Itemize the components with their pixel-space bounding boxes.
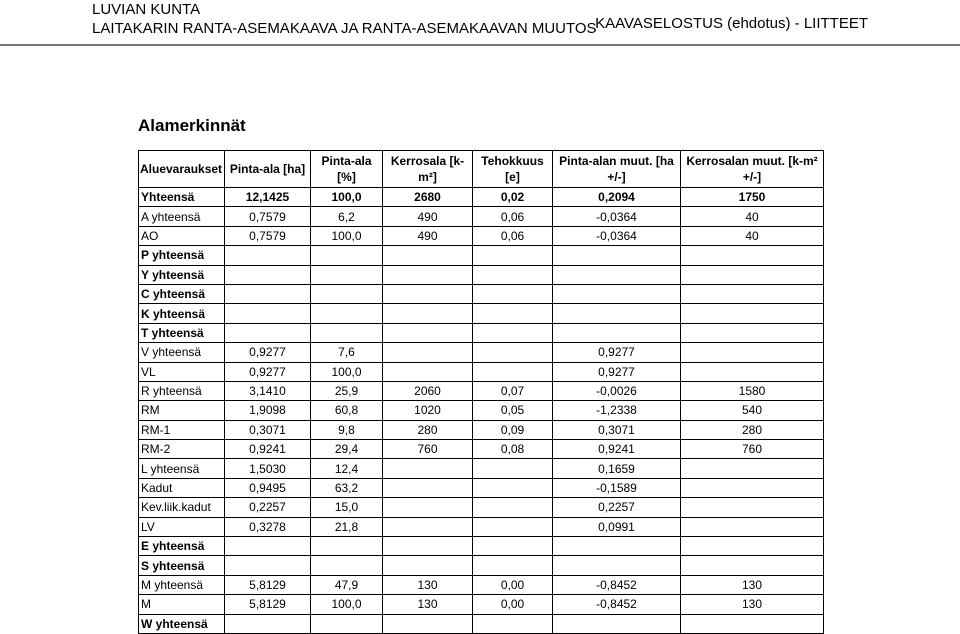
table-cell: 1020 — [383, 401, 473, 420]
table-cell — [681, 459, 824, 478]
table-cell — [383, 362, 473, 381]
table-cell — [553, 246, 681, 265]
table-cell: 100,0 — [311, 226, 383, 245]
table-cell — [225, 284, 311, 303]
table-cell: -1,2338 — [553, 401, 681, 420]
table-body — [139, 188, 824, 634]
table-cell — [681, 304, 824, 323]
table-row — [139, 284, 824, 303]
table-row — [139, 401, 824, 420]
table-row — [139, 440, 824, 459]
table-cell — [311, 246, 383, 265]
table-cell — [225, 304, 311, 323]
table-cell: -0,8452 — [553, 595, 681, 614]
table-cell — [383, 556, 473, 575]
table-cell: 0,7579 — [225, 226, 311, 245]
table-cell: 12,1425 — [225, 188, 311, 207]
table-cell: 0,7579 — [225, 207, 311, 226]
table-cell: 0,9241 — [225, 440, 311, 459]
row-label: LV — [139, 517, 225, 536]
table-row — [139, 226, 824, 245]
table-cell: 15,0 — [311, 498, 383, 517]
table-cell: 100,0 — [311, 188, 383, 207]
table-row — [139, 381, 824, 400]
land-use-table — [138, 150, 824, 634]
table-row — [139, 595, 824, 614]
table-cell — [383, 265, 473, 284]
table-cell — [311, 323, 383, 342]
table-cell: 1580 — [681, 381, 824, 400]
table-cell: 2680 — [383, 188, 473, 207]
row-label: M — [139, 595, 225, 614]
table-cell: 29,4 — [311, 440, 383, 459]
table-cell — [473, 246, 553, 265]
table-cell: 760 — [681, 440, 824, 459]
row-label: Kev.liik.kadut — [139, 498, 225, 517]
table-row — [139, 459, 824, 478]
table-cell: 0,09 — [473, 420, 553, 439]
table-row — [139, 362, 824, 381]
table-cell — [553, 537, 681, 556]
table-cell — [473, 556, 553, 575]
table-cell: 21,8 — [311, 517, 383, 536]
table-cell — [681, 537, 824, 556]
column-header: Pinta-alan muut. [ha +/-] — [553, 151, 681, 188]
table-row — [139, 207, 824, 226]
table-cell: 100,0 — [311, 362, 383, 381]
column-header: Pinta-ala [ha] — [225, 151, 311, 188]
table-cell — [681, 498, 824, 517]
row-label: Y yhteensä — [139, 265, 225, 284]
row-label: T yhteensä — [139, 323, 225, 342]
table-cell: 1750 — [681, 188, 824, 207]
table-cell: 0,2094 — [553, 188, 681, 207]
header-divider — [0, 44, 960, 46]
table-cell: 130 — [681, 595, 824, 614]
row-label: A yhteensä — [139, 207, 225, 226]
table-cell — [383, 537, 473, 556]
table-cell — [473, 537, 553, 556]
row-label: R yhteensä — [139, 381, 225, 400]
column-header: Kerrosala [k-m²] — [383, 151, 473, 188]
table-cell: 63,2 — [311, 478, 383, 497]
table-cell — [383, 246, 473, 265]
table-cell — [553, 265, 681, 284]
table-row — [139, 517, 824, 536]
table-cell: 0,0991 — [553, 517, 681, 536]
table-cell — [681, 517, 824, 536]
table-cell: 0,9241 — [553, 440, 681, 459]
table-cell: -0,8452 — [553, 575, 681, 594]
table-cell — [681, 265, 824, 284]
table-row — [139, 498, 824, 517]
plan-name: LAITAKARIN RANTA-ASEMAKAAVA JA RANTA-ASEMAKAAVAN MUUTOS — [92, 20, 597, 37]
table-cell — [681, 323, 824, 342]
table-cell: 9,8 — [311, 420, 383, 439]
table-cell — [383, 323, 473, 342]
table-row — [139, 188, 824, 207]
table-cell — [383, 517, 473, 536]
table-cell: 540 — [681, 401, 824, 420]
table-cell — [681, 362, 824, 381]
header-left — [92, 0, 597, 38]
table-cell — [311, 304, 383, 323]
table-cell — [383, 284, 473, 303]
table-cell: 0,06 — [473, 207, 553, 226]
section-title: Alamerkinnät — [138, 116, 246, 135]
table-cell — [473, 265, 553, 284]
table-cell: 130 — [383, 575, 473, 594]
table-cell: 12,4 — [311, 459, 383, 478]
table-cell — [225, 556, 311, 575]
table-cell: 60,8 — [311, 401, 383, 420]
table-cell — [225, 246, 311, 265]
table-cell: 0,9277 — [553, 343, 681, 362]
table-header-row — [139, 151, 824, 188]
table-row — [139, 556, 824, 575]
column-header: Aluevaraukset — [139, 151, 225, 188]
table-cell: 1,5030 — [225, 459, 311, 478]
table-cell — [383, 304, 473, 323]
table-cell: 40 — [681, 226, 824, 245]
row-label: AO — [139, 226, 225, 245]
table-cell — [225, 537, 311, 556]
table-cell — [473, 478, 553, 497]
table-cell: 0,06 — [473, 226, 553, 245]
table-cell — [553, 304, 681, 323]
row-label: Kadut — [139, 478, 225, 497]
table-cell — [225, 323, 311, 342]
table-cell: 6,2 — [311, 207, 383, 226]
table-cell — [225, 265, 311, 284]
table-cell: 1,9098 — [225, 401, 311, 420]
table-cell — [681, 246, 824, 265]
table-cell: 490 — [383, 226, 473, 245]
column-header: Kerrosalan muut. [k-m² +/-] — [681, 151, 824, 188]
column-header: Tehokkuus [e] — [473, 151, 553, 188]
table-cell — [473, 517, 553, 536]
table-cell: 0,00 — [473, 575, 553, 594]
table-cell — [383, 498, 473, 517]
table-cell: -0,1589 — [553, 478, 681, 497]
table-cell: 0,3071 — [225, 420, 311, 439]
row-label: VL — [139, 362, 225, 381]
table-cell — [553, 614, 681, 633]
table-cell: 0,9277 — [225, 362, 311, 381]
table-cell: 5,8129 — [225, 595, 311, 614]
table-cell — [681, 478, 824, 497]
table-cell: 280 — [681, 420, 824, 439]
table-cell — [311, 265, 383, 284]
table-cell — [553, 323, 681, 342]
table-cell — [311, 537, 383, 556]
row-label: S yhteensä — [139, 556, 225, 575]
table-cell: -0,0026 — [553, 381, 681, 400]
document-name: KAAVASELOSTUS (ehdotus) - LIITTEET — [595, 15, 868, 32]
table-cell: 2060 — [383, 381, 473, 400]
table-cell: 40 — [681, 207, 824, 226]
table-cell — [681, 284, 824, 303]
table-cell: 0,00 — [473, 595, 553, 614]
row-label: RM — [139, 401, 225, 420]
table-cell — [553, 284, 681, 303]
table-row — [139, 614, 824, 633]
page-header — [92, 0, 868, 46]
table-cell — [311, 284, 383, 303]
table-cell — [553, 556, 681, 575]
table-cell — [473, 614, 553, 633]
table-row — [139, 304, 824, 323]
table-cell: 0,3071 — [553, 420, 681, 439]
row-label: K yhteensä — [139, 304, 225, 323]
table-cell: 0,02 — [473, 188, 553, 207]
table-cell: 0,3278 — [225, 517, 311, 536]
table-cell: 100,0 — [311, 595, 383, 614]
table-cell: 3,1410 — [225, 381, 311, 400]
municipality-name: LUVIAN KUNTA — [92, 1, 201, 18]
row-label: W yhteensä — [139, 614, 225, 633]
table-cell — [473, 284, 553, 303]
table-cell — [383, 478, 473, 497]
table-cell: 130 — [383, 595, 473, 614]
table-cell: 47,9 — [311, 575, 383, 594]
table-row — [139, 343, 824, 362]
table-cell — [311, 614, 383, 633]
table-cell: 280 — [383, 420, 473, 439]
row-label: P yhteensä — [139, 246, 225, 265]
row-label: M yhteensä — [139, 575, 225, 594]
row-label: RM-1 — [139, 420, 225, 439]
table-cell: 7,6 — [311, 343, 383, 362]
table-row — [139, 575, 824, 594]
row-label: V yhteensä — [139, 343, 225, 362]
table-row — [139, 323, 824, 342]
table-cell: -0,0364 — [553, 207, 681, 226]
table-cell: 0,9277 — [553, 362, 681, 381]
table-row — [139, 246, 824, 265]
table-cell: 130 — [681, 575, 824, 594]
table-cell: 0,08 — [473, 440, 553, 459]
table-cell — [473, 498, 553, 517]
table-cell: 5,8129 — [225, 575, 311, 594]
table-cell: -0,0364 — [553, 226, 681, 245]
table-cell — [473, 323, 553, 342]
table-row — [139, 537, 824, 556]
table-row — [139, 265, 824, 284]
table-cell — [383, 343, 473, 362]
table-cell: 0,07 — [473, 381, 553, 400]
table-cell — [473, 343, 553, 362]
table-cell: 0,05 — [473, 401, 553, 420]
table-cell: 490 — [383, 207, 473, 226]
table-cell — [681, 343, 824, 362]
table-cell: 0,2257 — [553, 498, 681, 517]
table-cell — [681, 614, 824, 633]
row-label: RM-2 — [139, 440, 225, 459]
table-cell: 760 — [383, 440, 473, 459]
column-header: Pinta-ala [%] — [311, 151, 383, 188]
row-label: E yhteensä — [139, 537, 225, 556]
table-cell: 0,2257 — [225, 498, 311, 517]
table-cell — [473, 362, 553, 381]
table-cell — [681, 556, 824, 575]
table-cell: 25,9 — [311, 381, 383, 400]
table-cell — [225, 614, 311, 633]
table-cell: 0,9277 — [225, 343, 311, 362]
table-cell: 0,1659 — [553, 459, 681, 478]
table-cell — [383, 459, 473, 478]
row-label: C yhteensä — [139, 284, 225, 303]
table-cell — [383, 614, 473, 633]
table-cell — [473, 459, 553, 478]
row-label: Yhteensä — [139, 188, 225, 207]
table-cell: 0,9495 — [225, 478, 311, 497]
table-row — [139, 420, 824, 439]
table-cell — [473, 304, 553, 323]
table-cell — [311, 556, 383, 575]
row-label: L yhteensä — [139, 459, 225, 478]
table-row — [139, 478, 824, 497]
